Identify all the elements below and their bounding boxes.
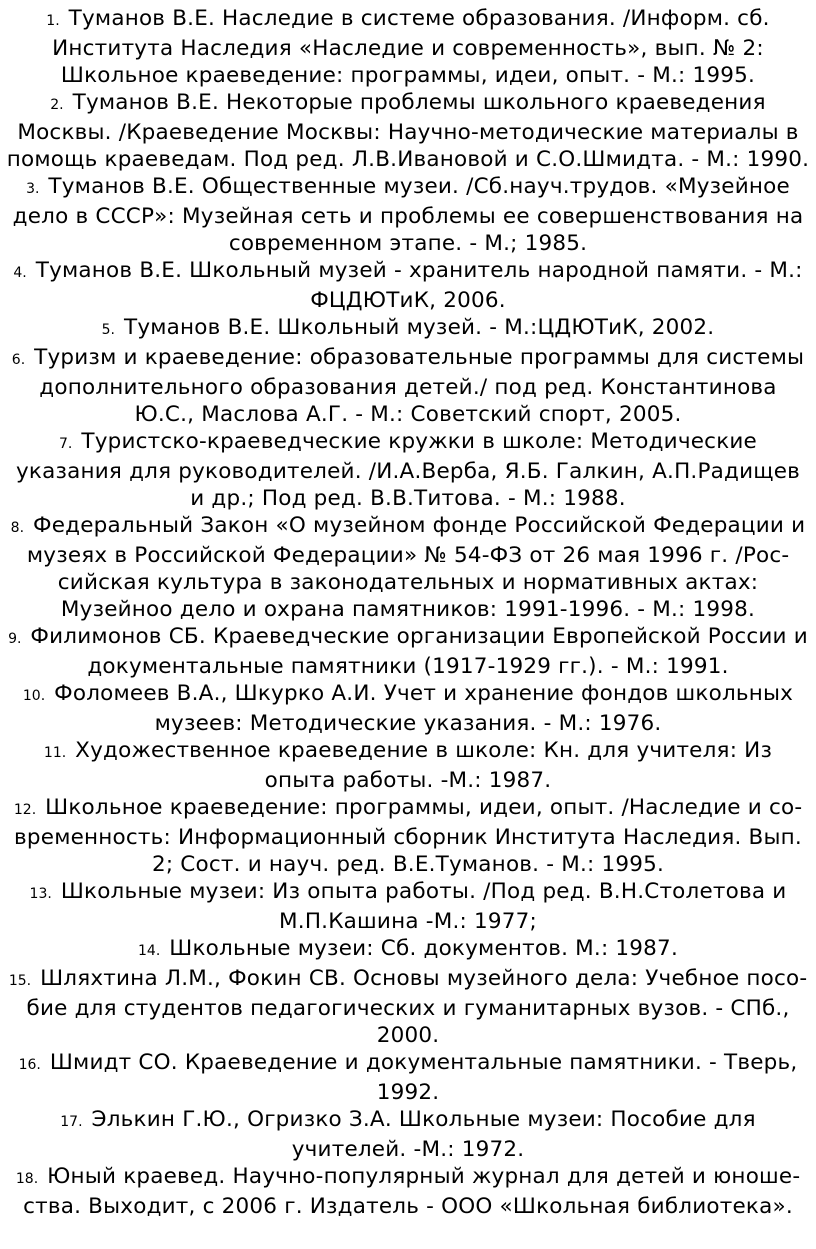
item-number: 13. (29, 886, 52, 902)
item-number: 17. (60, 1114, 83, 1130)
bibliography-item (0, 344, 816, 428)
bibliography-item (0, 173, 816, 257)
item-text: Туманов В.Е. Школьный музей. - М.:ЦДЮТиК, 2002. (124, 315, 715, 340)
item-number: 3. (26, 181, 40, 197)
bibliography-item (0, 965, 816, 1049)
item-number: 9. (8, 631, 22, 647)
item-text: Элькин Г.Ю., Огризко З.А. Школьные музеи: Пособие для учителей. -М.: 1972. (91, 1107, 756, 1162)
item-text: Федеральный Закон «О музейном фонде Российской Федерации и музеях в Российской Федерации» № 54-ФЗ от 26 мая 1996 г. /Российская культура в законодательных и нормативных актах: Музейноо дело и охрана памятников: 1991-1996. - М.: 1998. (26, 513, 806, 622)
item-text: Шмидт СО. Краеведение и документальные памятники. - Тверь, 1992. (49, 1050, 798, 1105)
item-text: Туризм и краеведение: образовательные программы для системы дополнительного образования детей./ под ред. Константинова Ю.С., Маслова А.Г. - М.: Советский спорт, 2005. (34, 345, 805, 427)
item-number: 6. (11, 352, 26, 368)
bibliography-item (0, 794, 816, 878)
item-number: 2. (50, 97, 64, 113)
item-number: 15. (8, 973, 32, 989)
item-text: Художественное краеведение в школе: Кн. для учителя: Из опыта работы. -М.: 1987. (75, 738, 773, 793)
item-number: 8. (10, 520, 25, 536)
bibliography-item (0, 314, 816, 344)
item-text: Фоломеев В.А., Шкурко А.И. Учет и хранение фондов школьных музеев: Методические указания. - М.: 1976. (54, 681, 794, 736)
item-number: 18. (15, 1171, 39, 1187)
item-number: 5. (101, 322, 115, 338)
item-number: 16. (18, 1057, 41, 1073)
bibliography-item (0, 428, 816, 512)
bibliography-item (0, 623, 816, 680)
item-number: 10. (22, 688, 46, 704)
bibliography-item (0, 680, 816, 737)
bibliography-item (0, 89, 816, 173)
item-number: 11. (43, 745, 67, 761)
item-text: Туманов В.Е. Наследие в системе образования. /Информ. сб. Института Наследия «Наследие и современность», вып. № 2: Школьное краеведение: программы, идеи, опыт. - М.: 1995. (52, 6, 770, 88)
item-text: Юный краевед. Научно-популярный журнал для детей и юношества. Выходит, с 2006 г. Издатель - ООО «Школьная библиотека». (23, 1164, 801, 1219)
bibliography-list (0, 5, 816, 1220)
item-number: 7. (59, 436, 73, 452)
bibliography-item (0, 878, 816, 935)
item-text: Туманов В.Е. Общественные музеи. /Сб.науч.трудов. «Музейное дело в СССР»: Музейная сеть и проблемы ее совершенствования на современном этапе. - М.; 1985. (12, 174, 804, 256)
item-text: Туристско-краеведческие кружки в школе: Методические указания для руководителей. /И.А.Верба, Я.Б. Галкин, А.П.Радищев и др.; Под ред. В.В.Титова. - М.: 1988. (15, 429, 800, 511)
item-text: Школьное краеведение: программы, идеи, опыт. /Наследие и современность: Информационный сборник Института Наследия. Вып. 2; Сост. и науч. ред. В.Е.Туманов. - М.: 1995. (14, 795, 803, 877)
item-number: 4. (13, 265, 27, 281)
item-text: Туманов В.Е. Некоторые проблемы школьного краеведения Москвы. /Краеведение Москвы: Научно-методические материалы в помощь краеведам. Под ред. Л.В.Ивановой и С.О.Шмидта. - М.: 1990. (6, 90, 810, 172)
bibliography-item (0, 1049, 816, 1106)
item-text: Филимонов СБ. Краеведческие организации Европейской России и документальные памятники (1917-1929 гг.). - М.: 1991. (30, 624, 808, 679)
bibliography-item (0, 1106, 816, 1163)
bibliography-item (0, 257, 816, 314)
bibliography-item (0, 935, 816, 965)
item-number: 14. (138, 943, 161, 959)
item-text: Школьные музеи: Сб. документов. М.: 1987. (169, 936, 678, 961)
item-number: 1. (46, 13, 60, 29)
bibliography-item (0, 512, 816, 623)
item-text: Туманов В.Е. Школьный музей - хранитель народной памяти. - М.: ФЦДЮТиК, 2006. (35, 258, 803, 313)
bibliography-item (0, 1163, 816, 1220)
item-text: Школьные музеи: Из опыта работы. /Под ред. В.Н.Столетова и М.П.Кашина -М.: 1977; (60, 879, 787, 934)
bibliography-item (0, 5, 816, 89)
item-text: Шляхтина Л.М., Фокин СВ. Основы музейного дела: Учебное пособие для студентов педагогических и гуманитарных вузов. - СПб., 2000. (26, 966, 808, 1048)
item-number: 12. (13, 802, 37, 818)
bibliography-item (0, 737, 816, 794)
